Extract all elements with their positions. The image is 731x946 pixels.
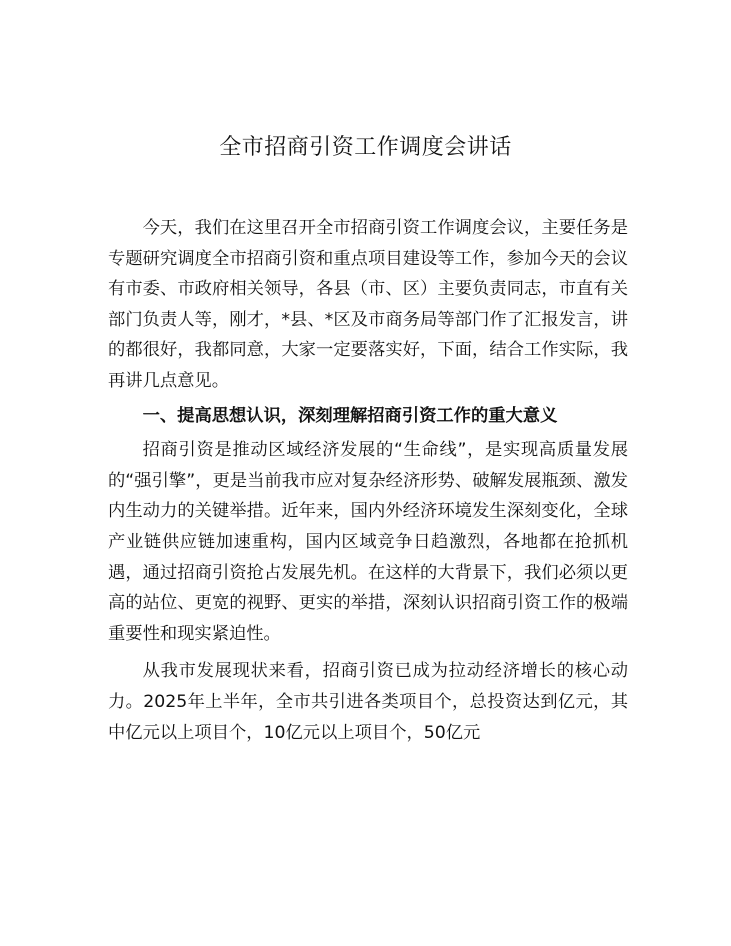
paragraph-intro: 今天，我们在这里召开全市招商引资工作调度会议，主要任务是专题研究调度全市招商引资和重点项目建设等工作，参加今天的会议有市委、市政府相关领导，各县（市、区）主要负责同志，市直有关部门负责人等，刚才，*县、*区及市商务局等部门作了汇报发言，讲的都很好，我都同意，大家一定要落实好，下面，结合工作实际，我再讲几点意见。 (108, 218, 628, 391)
document-body (108, 213, 628, 748)
paragraph-gap (108, 649, 628, 656)
paragraph-current-status: 从我市发展现状来看，招商引资已成为拉动经济增长的核心动力。2025年上半年，全市共引进各类项目个，总投资达到亿元，其中亿元以上项目个，10亿元以上项目个，50亿元 (108, 661, 628, 743)
section-heading-1: 一、提高思想认识，深刻理解招商引资工作的重大意义 (142, 405, 558, 426)
document-title: 全市招商引资工作调度会讲话 (219, 135, 512, 160)
paragraph-significance: 招商引资是推动区域经济发展的“生命线”，是实现高质量发展的“强引擎”，更是当前我市应对复杂经济形势、破解发展瓶颈、激发内生动力的关键举措。近年来，国内外经济环境发生深刻变化，全球产业链供应链加速重构，国内区域竞争日趋激烈，各地都在抢抓机遇，通过招商引资抢占发展先机。在这样的大背景下，我们必须以更高的站位、更宽的视野、更实的举措，深刻认识招商引资工作的极端重要性和现实紧迫性。 (108, 440, 628, 644)
